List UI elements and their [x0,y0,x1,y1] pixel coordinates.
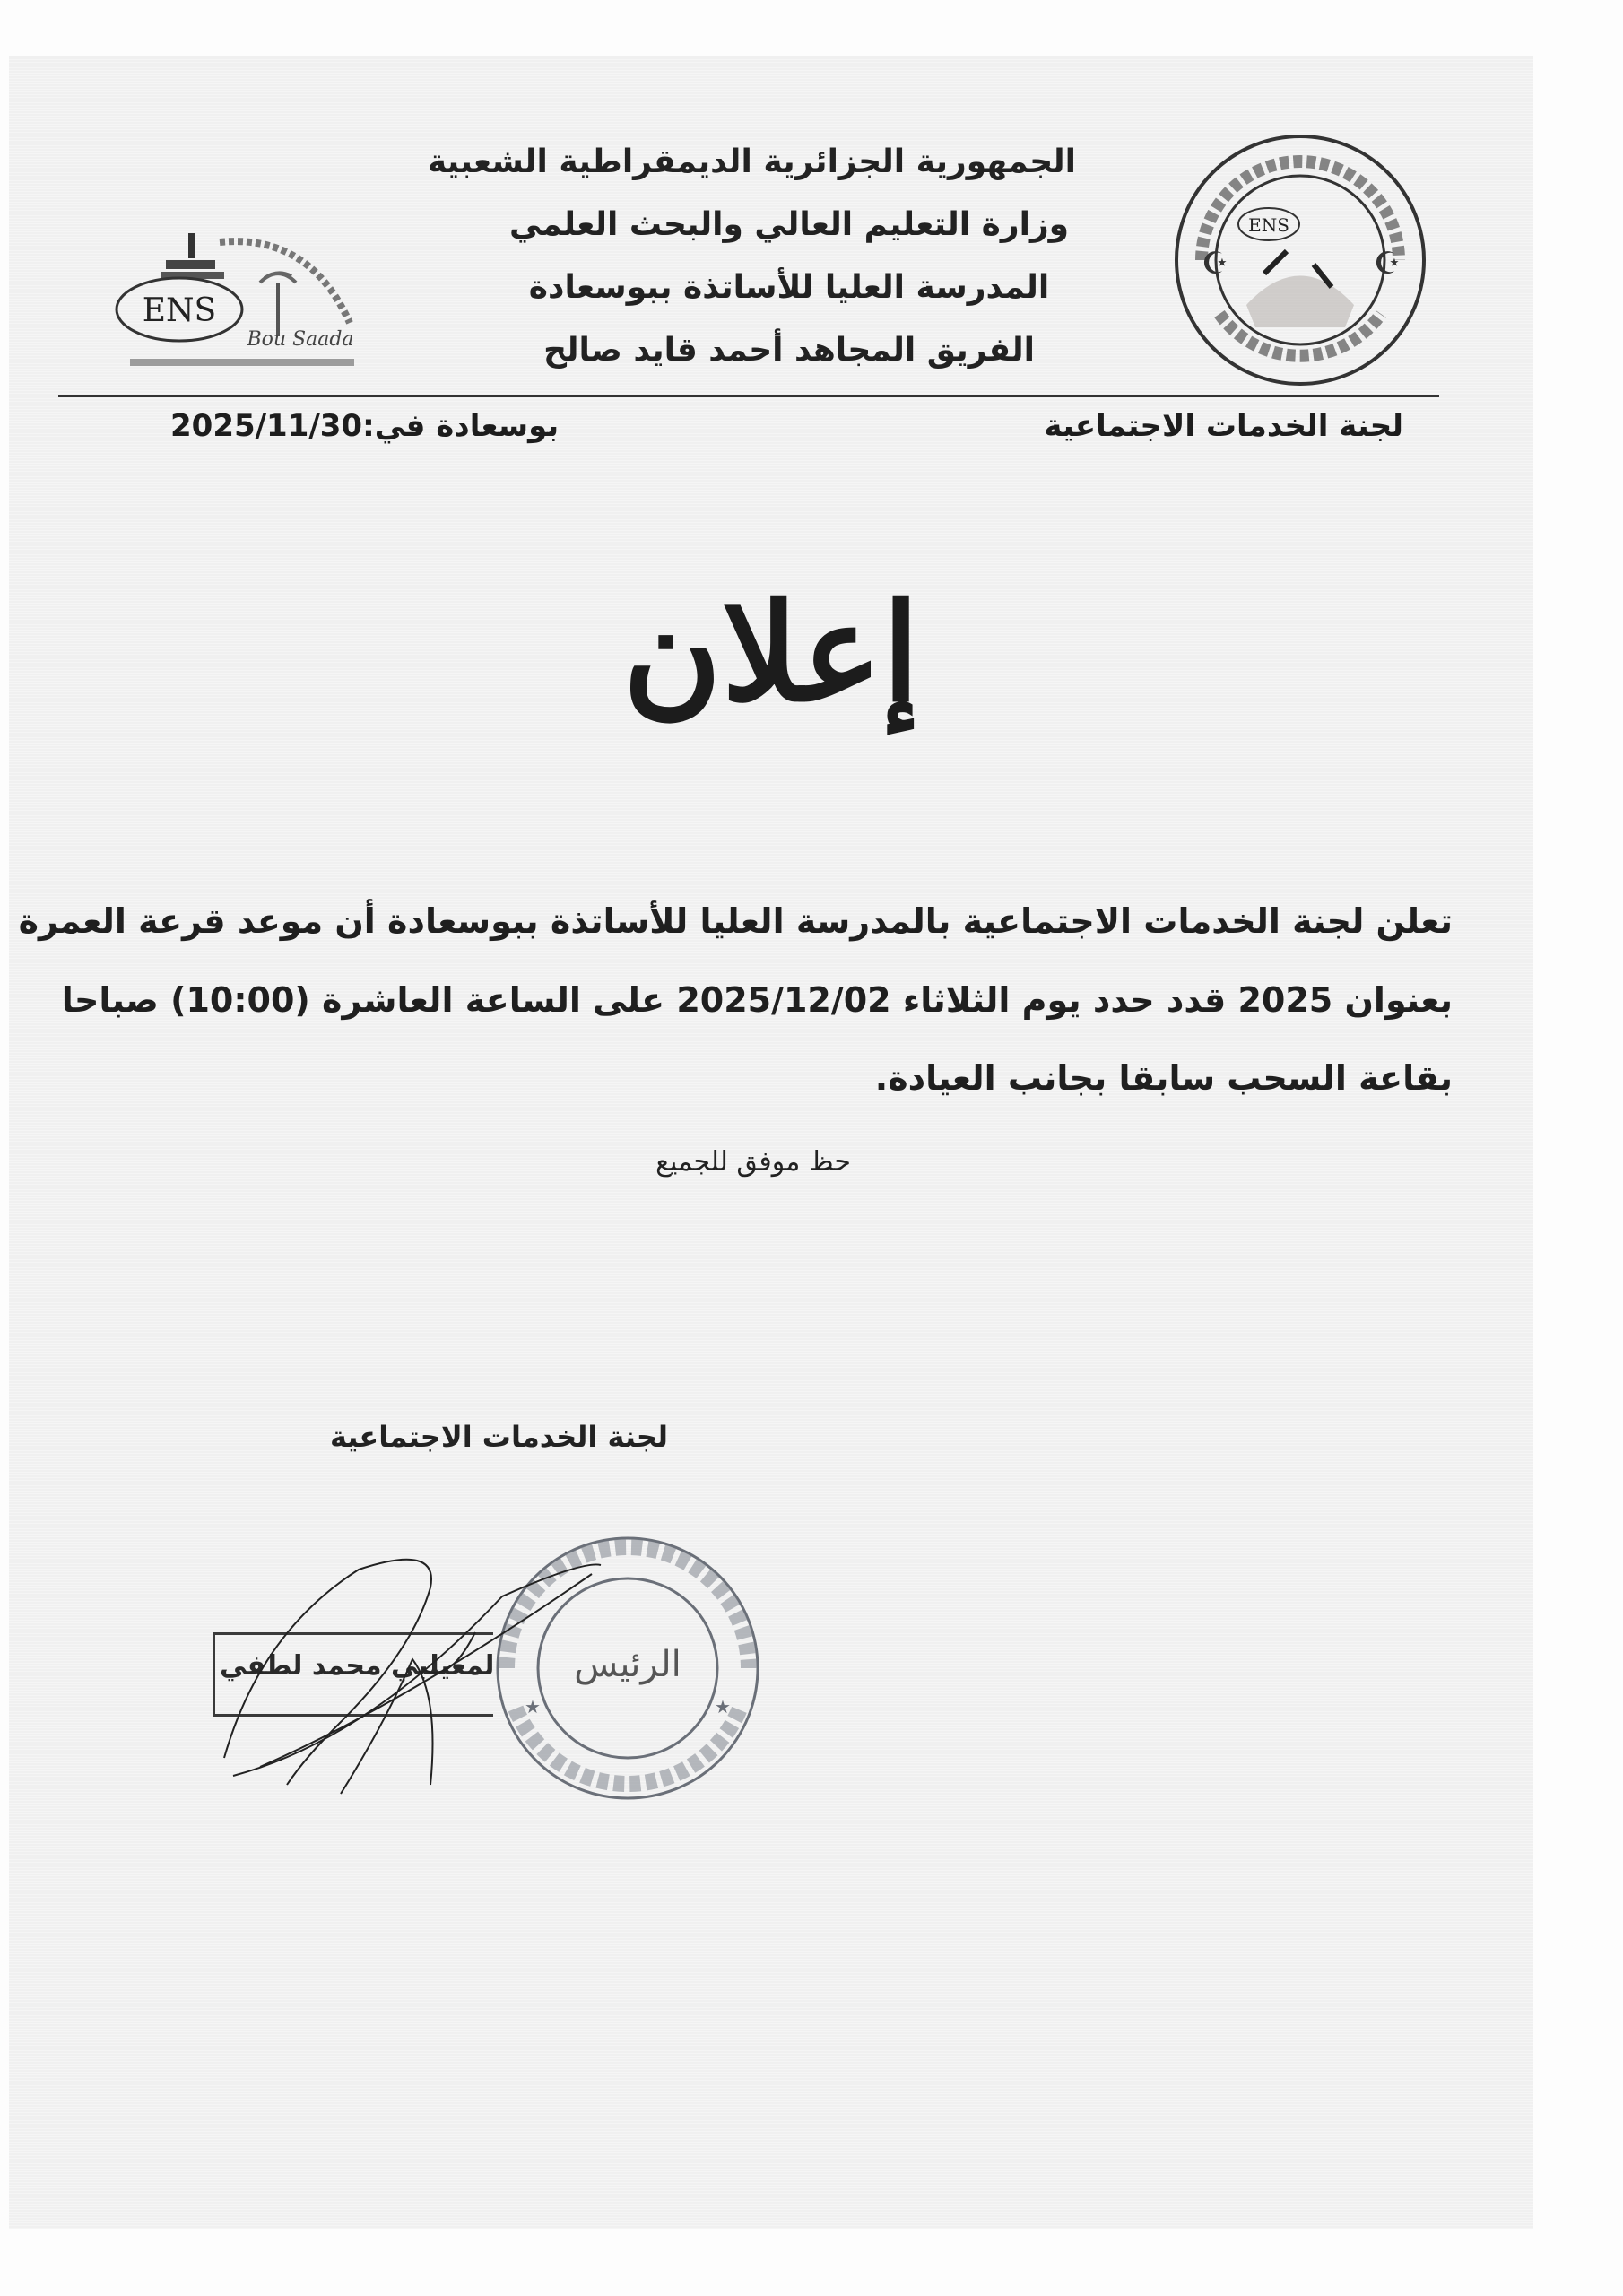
social-services-seal [1166,130,1435,390]
header-country: الجمهورية الجزائرية الديمقراطية الشعبية [427,144,1076,180]
committee-heading: لجنة الخدمات الاجتماعية [1044,408,1403,444]
star-right-icon: ☪ [1374,246,1402,282]
stamp-star-left-icon: ★ [525,1696,541,1718]
name-stamp: لمعيلبي محمد لطفي [220,1650,495,1682]
stamp-star-right-icon: ★ [715,1696,731,1718]
closing-wish: حظ موفق للجميع [655,1146,851,1178]
bou-saada-text: Bou Saada [247,328,354,351]
ens-logo [112,215,381,377]
body-line-3: بقاعة السحب سابقا بجانب العيادة. [874,1058,1453,1098]
star-left-icon: ☪ [1202,246,1229,282]
signature-strokes [206,1525,637,1821]
header-ministry: وزارة التعليم العالي والبحث العلمي [508,206,1070,243]
signatory-committee: لجنة الخدمات الاجتماعية [329,1420,668,1454]
ens-letters: ENS [142,292,217,329]
header-divider [58,395,1439,397]
header-school-name: الفريق المجاهد أحمد قايد صالح [543,332,1035,369]
header-school: المدرسة العليا للأساتذة ببوسعادة [528,269,1050,306]
announcement-title: إعلان [622,574,920,732]
place-date: بوسعادة في:2025/11/30 [170,408,560,444]
handwritten-signature [206,1525,637,1821]
body-line-1: تعلن لجنة الخدمات الاجتماعية بالمدرسة العليا للأساتذة ببوسعادة أن موعد قرعة العمرة [18,901,1453,941]
body-line-2: بعنوان 2025 قدد حدد يوم الثلاثاء 2025/12/02 على الساعة العاشرة (10:00) صباحا [61,980,1453,1020]
stamp-president-label: الرئيس [574,1644,681,1685]
seal-graphic [1166,130,1435,390]
ens-logo-graphic [112,215,381,377]
svg-text:ENS: ENS [1248,214,1289,236]
